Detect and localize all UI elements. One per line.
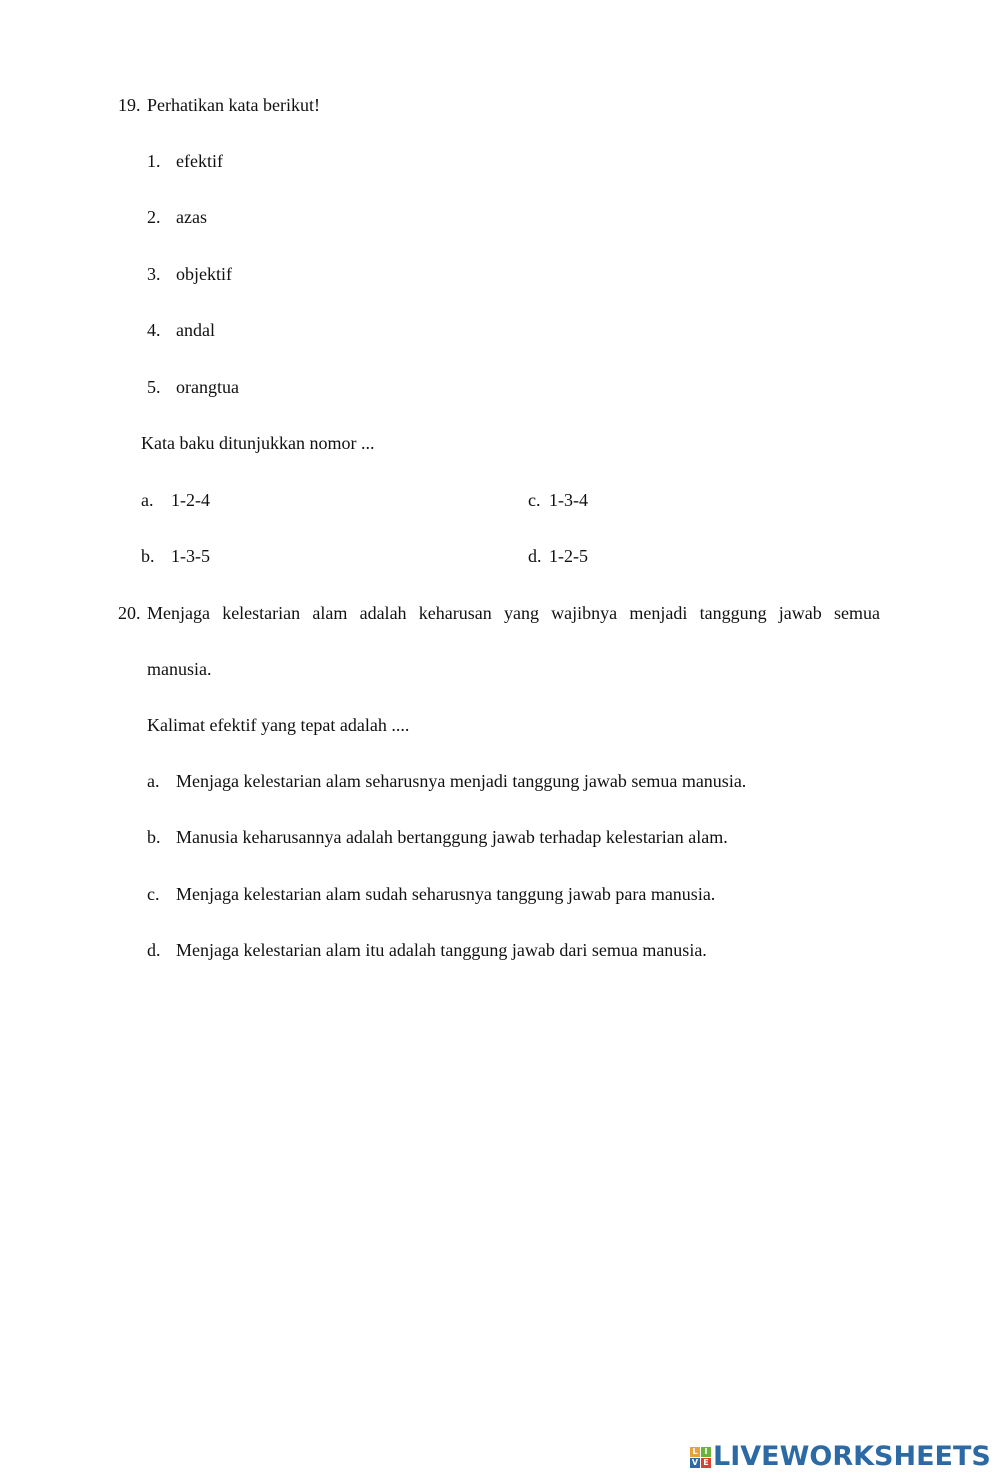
option-label[interactable]: a. — [147, 771, 160, 791]
option-text[interactable]: Menjaga kelestarian alam itu adalah tanggung jawab dari semua manusia. — [176, 940, 707, 960]
logo-mark-tile: L — [690, 1447, 700, 1457]
option-label[interactable]: c. — [147, 884, 160, 904]
option-text[interactable]: 1-2-4 — [171, 490, 210, 510]
word-number: 1. — [147, 151, 161, 171]
word-number: 4. — [147, 320, 161, 340]
logo-mark-tile: I — [701, 1447, 711, 1457]
question-number: 19. — [118, 95, 141, 115]
word-item: efektif — [176, 151, 223, 171]
word-number: 5. — [147, 377, 161, 397]
word-item: orangtua — [176, 377, 239, 397]
option-label[interactable]: b. — [147, 827, 161, 847]
option-text[interactable]: 1-3-4 — [549, 490, 588, 510]
option-text[interactable]: Manusia keharusannya adalah bertanggung jawab terhadap kelestarian alam. — [176, 827, 728, 847]
option-text[interactable]: Menjaga kelestarian alam seharusnya menjadi tanggung jawab semua manusia. — [176, 771, 747, 791]
question-instruction: Kalimat efektif yang tepat adalah .... — [147, 715, 410, 735]
logo-text: LIVEWORKSHEETS — [713, 1441, 991, 1472]
question-number: 20. — [118, 603, 141, 623]
option-text[interactable]: Menjaga kelestarian alam sudah seharusnya tanggung jawab para manusia. — [176, 884, 716, 904]
option-label[interactable]: c. — [528, 490, 541, 510]
option-label[interactable]: d. — [528, 546, 542, 566]
option-text[interactable]: 1-3-5 — [171, 546, 210, 566]
question-prompt-continued: manusia. — [147, 659, 212, 679]
word-item: azas — [176, 207, 207, 227]
option-text[interactable]: 1-2-5 — [549, 546, 588, 566]
word-item: objektif — [176, 264, 232, 284]
logo-mark-icon — [690, 1447, 711, 1468]
word-item: andal — [176, 320, 215, 340]
logo-mark-tile: V — [691, 1457, 699, 1467]
question-prompt: Perhatikan kata berikut! — [147, 95, 320, 115]
logo-mark-tile: E — [701, 1458, 711, 1468]
question-prompt: Menjaga kelestarian alam adalah keharusan yang wajibnya menjadi tanggung jawab semua — [147, 603, 880, 623]
question-instruction: Kata baku ditunjukkan nomor ... — [141, 433, 375, 453]
option-label[interactable]: b. — [141, 546, 155, 566]
option-label[interactable]: a. — [141, 490, 154, 510]
liveworksheets-logo — [690, 1441, 991, 1473]
word-number: 3. — [147, 264, 161, 284]
word-number: 2. — [147, 207, 161, 227]
option-label[interactable]: d. — [147, 940, 161, 960]
